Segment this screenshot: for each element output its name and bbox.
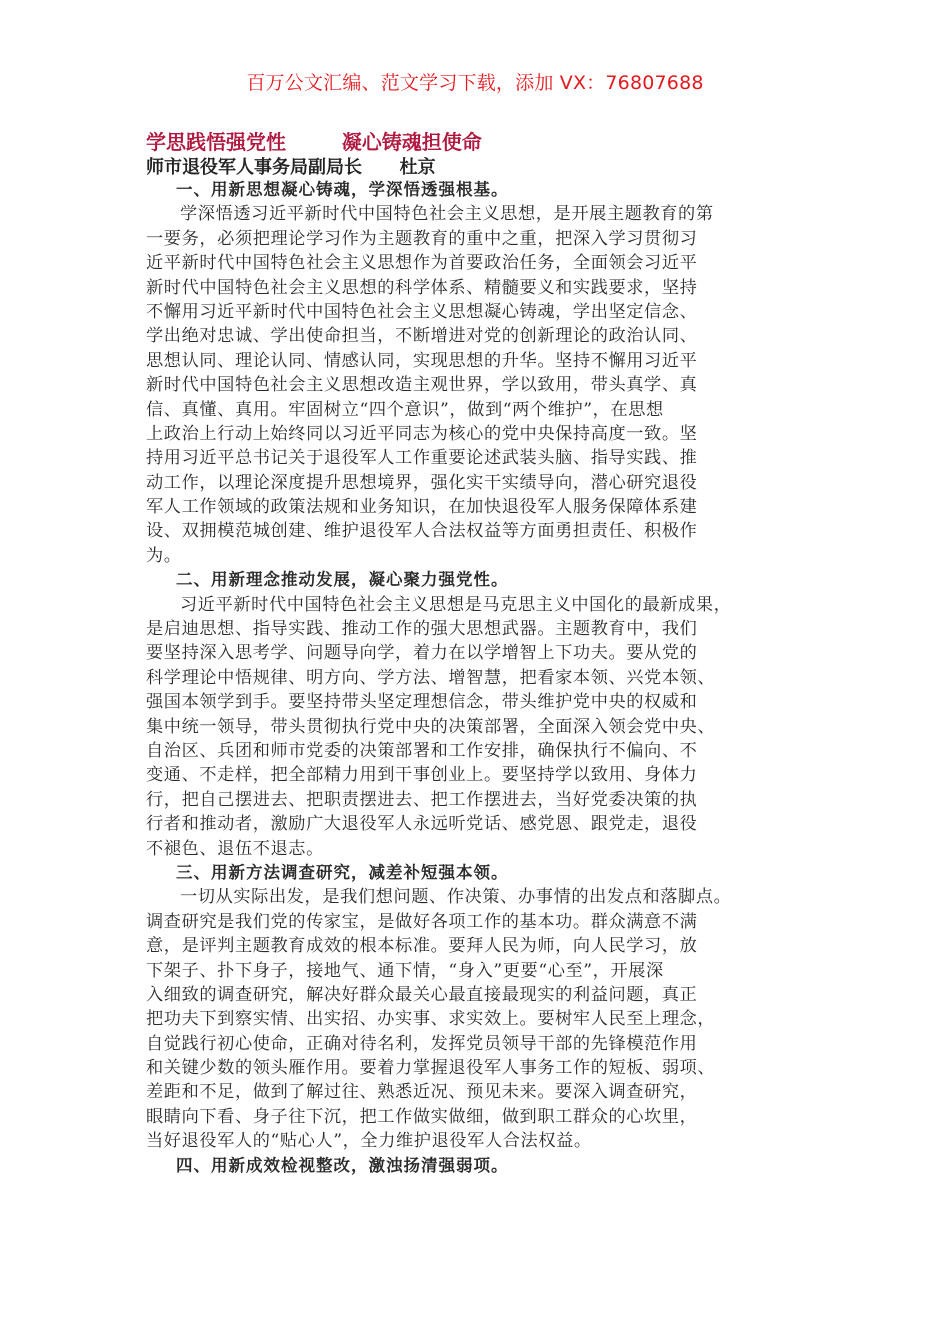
paragraph-line: 变通、不走样，把全部精力用到干事创业上。要坚持学以致用、身体力 (146, 765, 698, 786)
section-heading: 三、用新方法调查研究，减差补短强本领。 (176, 862, 509, 882)
paragraph-line: 军人工作领域的政策法规和业务知识，在加快退役军人服务保障体系建 (146, 497, 698, 518)
paragraph-line: 科学理论中悟规律、明方向、学方法、增智慧，把看家本领、兴党本领、 (146, 667, 716, 688)
paragraph-line: 思想认同、理论认同、情感认同，实现思想的升华。坚持不懈用习近平 (146, 350, 698, 371)
paragraph-line: 强国本领学到手。要坚持带头坚定理想信念，带头维护党中央的权威和 (146, 692, 698, 713)
paragraph-line: 行，把自己摆进去、把职责摆进去、把工作摆进去，当好党委决策的执 (146, 789, 698, 810)
paragraph-line: 自觉践行初心使命，正确对待名利，发挥党员领导干部的先锋模范作用 (146, 1033, 698, 1054)
paragraph-line: 新时代中国特色社会主义思想改造主观世界，学以致用，带头真学、真 (146, 375, 698, 396)
document-body (146, 178, 826, 1178)
paragraph-line: 习近平新时代中国特色社会主义思想是马克思主义中国化的最新成果， (180, 594, 732, 615)
paragraph-line: 设、双拥模范城创建、维护退役军人合法权益等方面勇担责任、积极作 (146, 521, 698, 542)
paragraph-line: 不褪色、退伍不退志。 (146, 838, 324, 859)
paragraph-line: 调查研究是我们党的传家宝，是做好各项工作的基本功。群众满意不满 (146, 911, 698, 932)
paragraph-line: 一要务，必须把理论学习作为主题教育的重中之重，把深入学习贯彻习 (146, 228, 698, 249)
paragraph-line: 新时代中国特色社会主义思想的科学体系、精髓要义和实践要求，坚持 (146, 277, 698, 298)
section-heading: 一、用新思想凝心铸魂，学深悟透强根基。 (176, 180, 509, 199)
paragraph-line: 一切从实际出发，是我们想问题、作决策、办事情的出发点和落脚点。 (180, 887, 732, 908)
paragraph-line: 是启迪思想、指导实践、推动工作的强大思想武器。主题教育中，我们 (146, 619, 698, 640)
paragraph-line: 当好退役军人的“贴心人”，全力维护退役军人合法权益。 (146, 1131, 592, 1152)
section-heading: 二、用新理念推动发展，凝心聚力强党性。 (176, 570, 509, 590)
paragraph-line: 把功夫下到察实情、出实招、办实事、求实效上。要树牢人民至上理念， (146, 1009, 716, 1030)
paragraph-line: 意，是评判主题教育成效的根本标准。要拜人民为师，向人民学习，放 (146, 936, 698, 957)
paragraph-line: 自治区、兵团和师市党委的决策部署和工作安排，确保执行不偏向、不 (146, 740, 698, 761)
document-title: 学思践悟强党性 凝心铸魂担使命 (146, 130, 482, 154)
paragraph-line: 为。 (146, 545, 182, 566)
paragraph-line: 学深悟透习近平新时代中国特色社会主义思想，是开展主题教育的第 (180, 204, 714, 225)
paragraph-line: 集中统一领导，带头贯彻执行党中央的决策部署，全面深入领会党中央、 (146, 716, 716, 737)
paragraph-line: 差距和不足，做到了解过往、熟悉近况、预见未来。要深入调查研究， (146, 1082, 698, 1103)
section-heading: 四、用新成效检视整改，激浊扬清强弱项。 (176, 1155, 509, 1175)
paragraph-line: 眼睛向下看、身子往下沉，把工作做实做细，做到职工群众的心坎里， (146, 1106, 698, 1127)
document-author: 师市退役军人事务局副局长 杜京 (146, 157, 436, 178)
paragraph-line: 行者和推动者，激励广大退役军人永远听党话、感党恩、跟党走，退役 (146, 814, 698, 835)
paragraph-line: 上政治上行动上始终同以习近平同志为核心的党中央保持高度一致。坚 (146, 423, 698, 444)
paragraph-line: 不懈用习近平新时代中国特色社会主义思想凝心铸魂，学出坚定信念、 (146, 301, 698, 322)
paragraph-line: 要坚持深入思考学、问题导向学，着力在以学增智上下功夫。要从党的 (146, 643, 698, 664)
paragraph-line: 近平新时代中国特色社会主义思想作为首要政治任务，全面领会习近平 (146, 253, 698, 274)
paragraph-line: 动工作，以理论深度提升思想境界，强化实干实绩导向，潜心研究退役 (146, 472, 698, 493)
paragraph-line: 和关键少数的领头雁作用。要着力掌握退役军人事务工作的短板、弱项、 (146, 1058, 716, 1079)
paragraph-line: 持用习近平总书记关于退役军人工作重要论述武装头脑、指导实践、推 (146, 448, 698, 469)
paragraph-line: 信、真懂、真用。牢固树立“四个意识”，做到“两个维护”，在思想 (146, 399, 664, 420)
paragraph-line: 学出绝对忠诚、学出使命担当，不断增进对党的创新理论的政治认同、 (146, 326, 698, 347)
watermark-banner: 百万公文汇编、范文学习下载，添加 VX：76807688 (246, 72, 704, 94)
paragraph-line: 下架子、扑下身子，接地气、通下情，“身入”更要“心至”，开展深 (146, 960, 664, 981)
paragraph-line: 入细致的调查研究，解决好群众最关心最直接最现实的利益问题，真正 (146, 984, 698, 1005)
